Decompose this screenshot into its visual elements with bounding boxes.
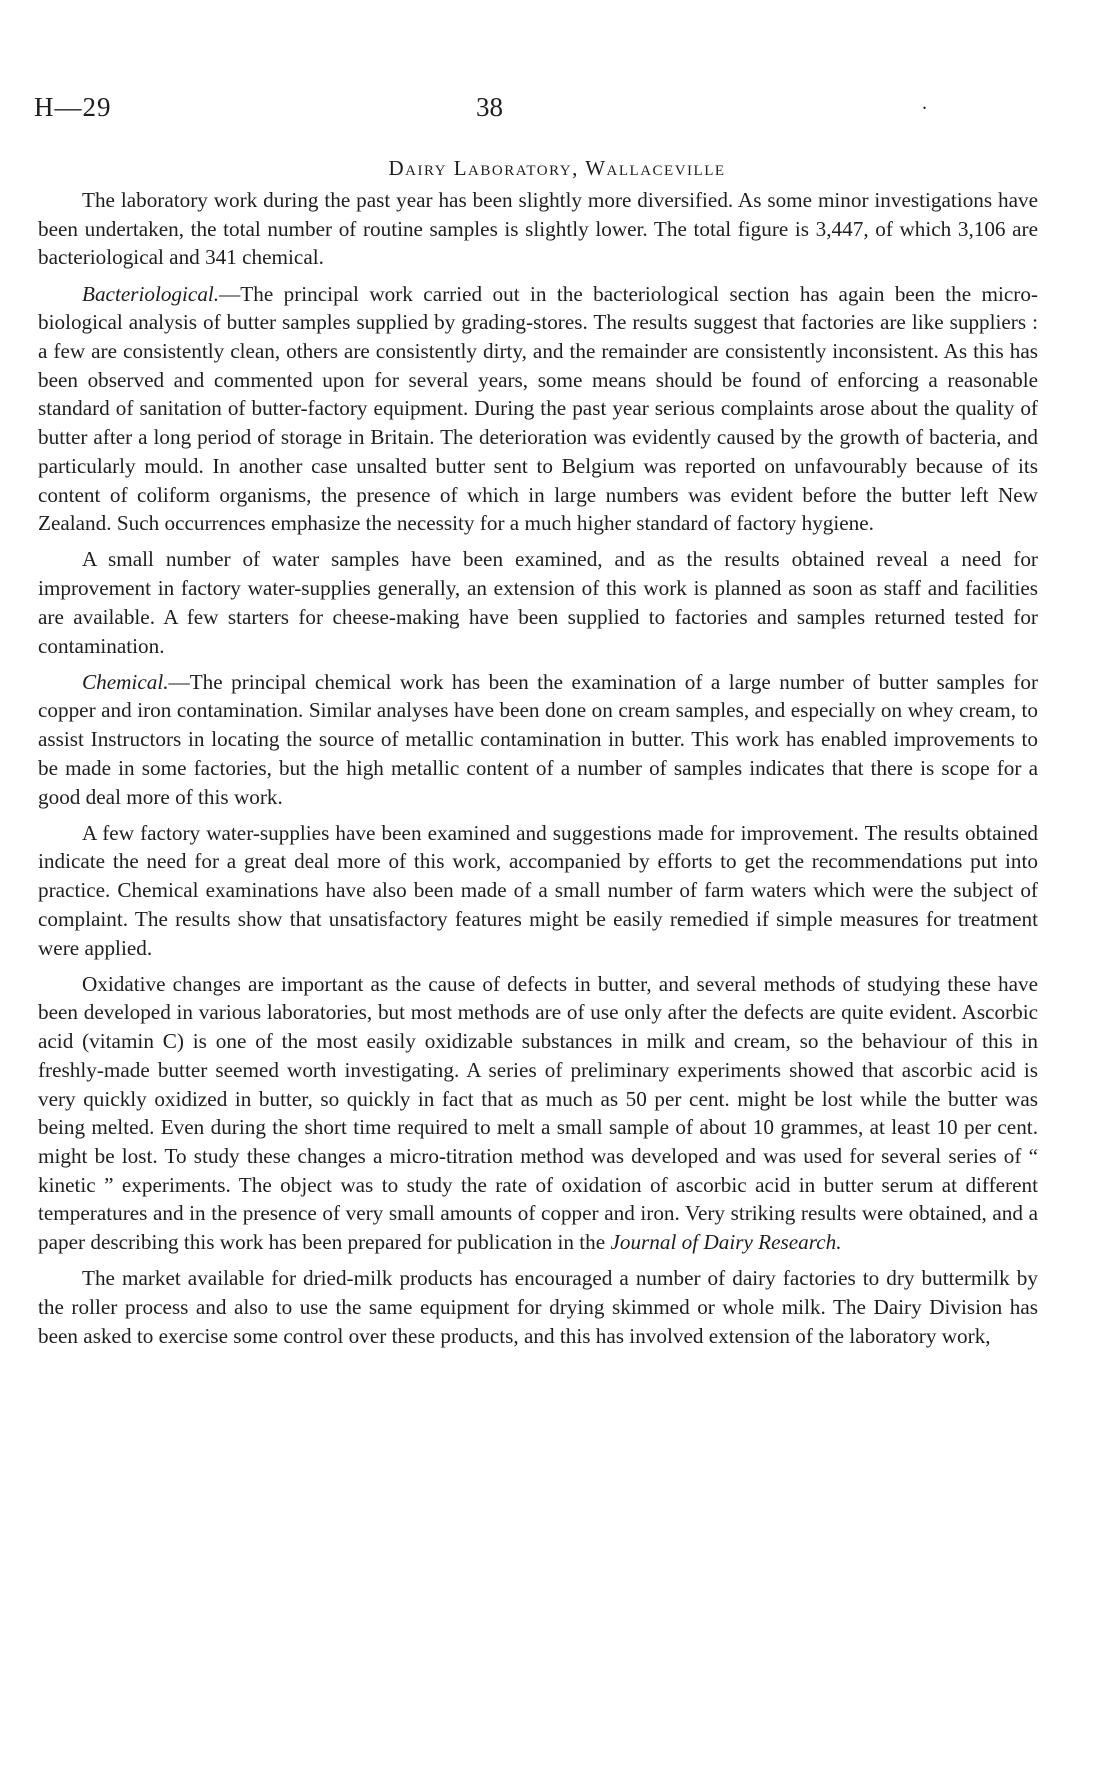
paragraph-dried-milk (38, 1264, 1038, 1350)
body-text (38, 186, 1038, 1358)
paragraph-water-samples (38, 545, 1038, 660)
paragraph-text: The laboratory work during the past year has been slightly more diversified. As some minor investigations have been undertaken, the total number of routine samples is slightly lower. The total figure is 3,447, of which 3,106 are bacteriological and 341 chemical. (38, 188, 1038, 270)
paragraph-text: —The principal chemical work has been the examination of a large number of butter samples for copper and iron contamination. Similar analyses have been done on cream samples, and especially on whey cream, to assist Instructors in locating the source of metallic contamination in butter. This work has enabled improvements to be made in some factories, but the high metallic content of a number of samples indicates that there is scope for a good deal more of this work. (38, 669, 1038, 809)
paragraph-text: The market available for dried-milk products has encouraged a number of dairy factories to dry buttermilk by the roller process and also to use the same equipment for drying skimmed or whole milk. The Dairy Division has been asked to exercise some control over these products, and this has involved extension of the laboratory work, (38, 1266, 1038, 1348)
page-number: 38 (476, 92, 503, 122)
report-reference: H—29 (34, 92, 112, 122)
section-title: Dairy Laboratory, Wallaceville (388, 156, 726, 180)
paragraph-text: —The principal work carried out in the bacteriological section has again been the micro-biological analysis of butter samples supplied by grading-stores. The results suggest that factories are like suppliers : a few are consistently clean, others are consistently dirty, and the remainder are consistently inconsistent. As this has been observed and commented upon for several years, some means should be found of enforcing a reasonable standard of sanitation of butter-factory equipment. During the past year serious complaints arose about the quality of butter after a long period of storage in Britain. The deterioration was evidently caused by the growth of bacteria, and particularly mould. In another case unsalted butter sent to Belgium was reported on unfavourably because of its content of coliform organisms, the presence of which in large numbers was evident before the butter left New Zealand. Such occurrences emphasize the necessity for a much higher standard of factory hygiene. (38, 281, 1038, 536)
paragraph-intro (38, 186, 1038, 272)
journal-title: Journal of Dairy Research. (610, 1230, 842, 1255)
paragraph-water-supplies (38, 819, 1038, 963)
paragraph-text: A small number of water samples have been examined, and as the results obtained reveal a need for improvement in factory water-supplies generally, an extension of this work is planned as soon as staff and facilities are available. A few starters for cheese-making have been supplied to factories and samples returned tested for contamination. (38, 547, 1038, 658)
paragraph-lead: Bacteriological. (82, 281, 220, 306)
paragraph-lead: Chemical. (82, 669, 169, 694)
paragraph-text: Oxidative changes are important as the cause of defects in butter, and several methods of studying these have been developed in various laboratories, but most methods are of use only after the defects are quite evident. Ascorbic acid (vitamin C) is one of the most easily oxidizable substances in milk and cream, so the behaviour of this in freshly-made butter seemed worth investigating. A series of preliminary experiments showed that ascorbic acid is very quickly oxidized in butter, so quickly in fact that as much as 50 per cent. might be lost while the butter was being melted. Even during the short time required to melt a small sample of about 10 grammes, at least 10 per cent. might be lost. To study these changes a micro-titration method was developed and was used for several series of “ kinetic ” experiments. The object was to study the rate of oxidation of ascorbic acid in butter serum at different temperatures and in the presence of very small amounts of copper and iron. Very striking results were obtained, and a paper describing this work has been prepared for publication in the (38, 971, 1038, 1255)
paragraph-chemical (38, 668, 1038, 812)
header-mark: . (922, 92, 927, 114)
paragraph-text: A few factory water-supplies have been examined and suggestions made for improvement. The results obtained indicate the need for a great deal more of this work, accompanied by efforts to get the recommendations put into practice. Chemical examinations have also been made of a small number of farm waters which were the subject of complaint. The results show that unsatisfactory features might be easily remedied if simple measures for treatment were applied. (38, 820, 1038, 960)
paragraph-oxidative-changes (38, 970, 1038, 1257)
paragraph-bacteriological (38, 280, 1038, 538)
